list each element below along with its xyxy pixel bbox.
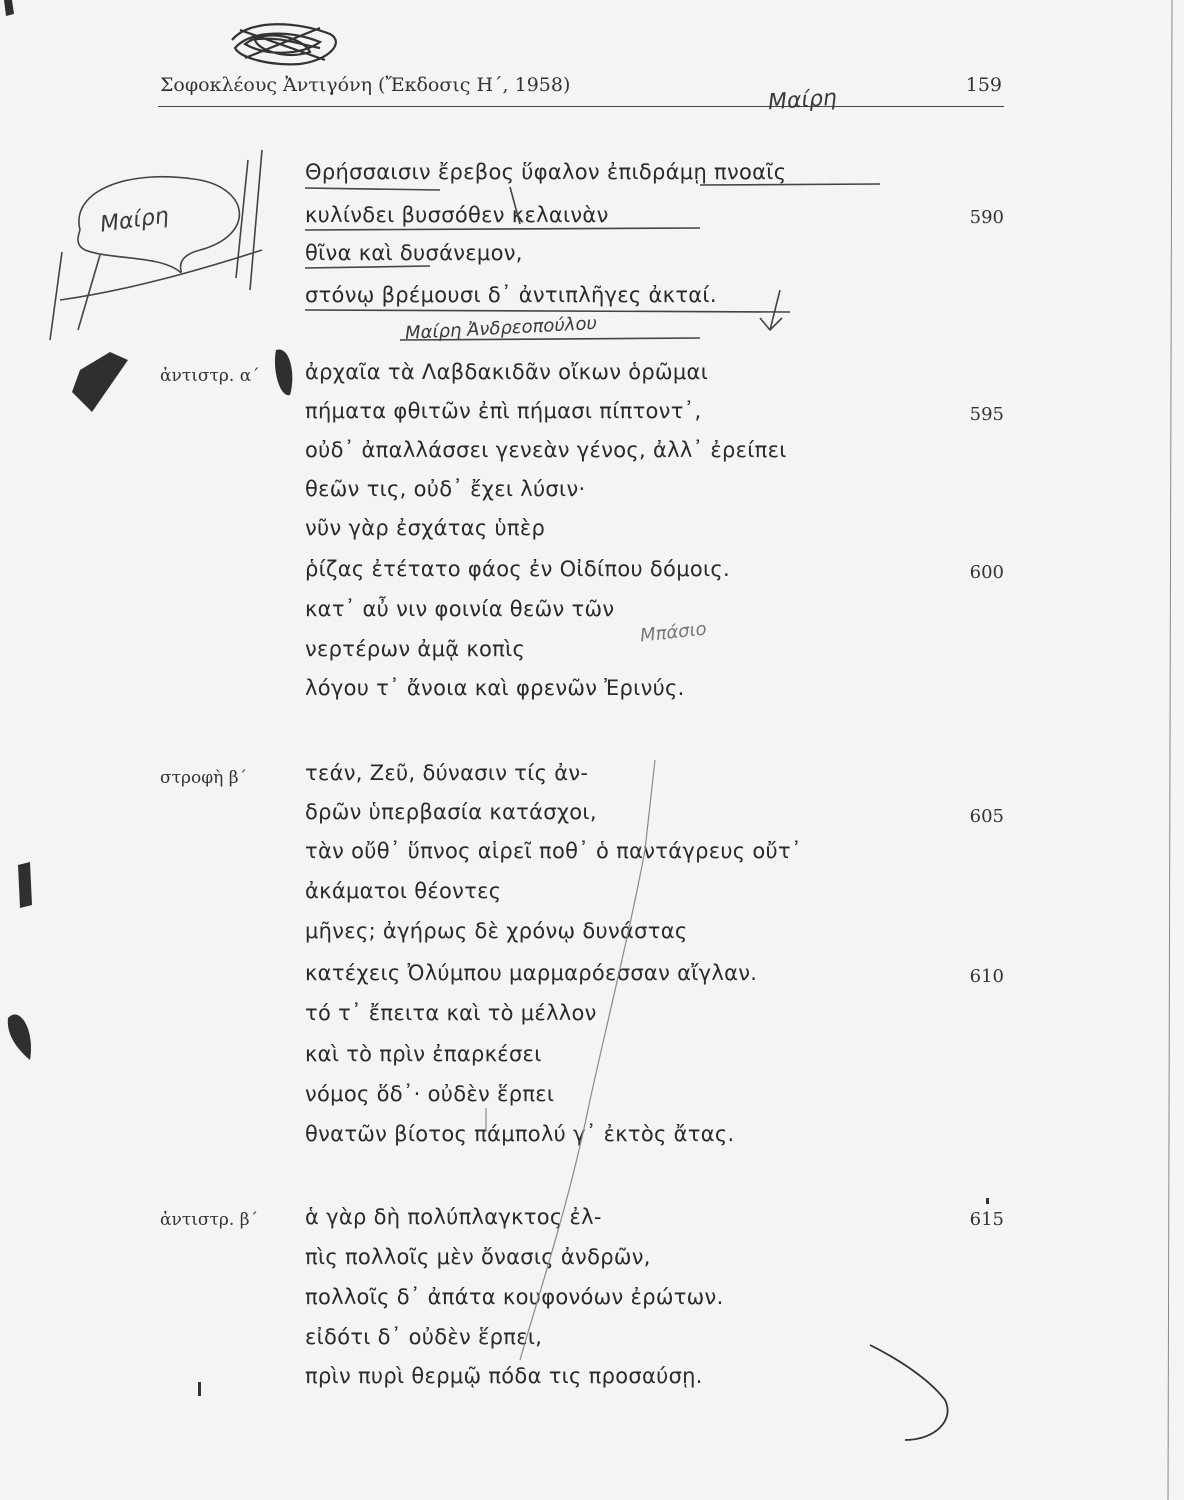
right-edge-lines: [1168, 0, 1172, 1500]
line-number: 615: [969, 1209, 1004, 1230]
section-label: ἀντιστρ. β΄: [160, 1210, 259, 1230]
hook-mark: [870, 1345, 948, 1440]
verse-line: λόγου τ᾿ ἄνοια καὶ φρενῶν Ἐρινύς.: [305, 676, 685, 700]
verse-line: θεῶν τις, οὐδ᾿ ἔχει λύσιν·: [305, 477, 586, 501]
section-label: ἀντιστρ. α΄: [160, 366, 260, 386]
verse-line: τό τ᾿ ἔπειτα καὶ τὸ μέλλον: [305, 1001, 597, 1025]
handwritten-name-left: Μαίρη: [98, 203, 171, 238]
verse-line: νόμος ὅδ᾿· οὐδὲν ἕρπει: [305, 1082, 555, 1106]
section-label: στροφὴ β΄: [160, 768, 248, 788]
handwritten-fullname: Μαίρη Ἀνδρεοπούλου: [404, 312, 598, 345]
verse-line: κατέχεις Ὀλύμπου μαρμαρόεσσαν αἴγλαν.: [305, 961, 758, 985]
verse-line: θνατῶν βίοτος πάμπολύ γ᾿ ἐκτὸς ἄτας.: [305, 1122, 735, 1146]
line-number: 605: [969, 806, 1004, 827]
verse-line: ἀκάματοι θέοντες: [305, 879, 502, 903]
line-number: 595: [969, 404, 1004, 425]
handwritten-note-mid: Μπάσιο: [639, 618, 708, 647]
verse-line: ἀρχαῖα τὰ Λαβδακιδᾶν οἴκων ὁρῶμαι: [305, 360, 709, 384]
verse-line: τεάν, Ζεῦ, δύνασιν τίς ἀν-: [305, 761, 589, 785]
header-rule: [158, 106, 1004, 107]
verse-line: πρὶν πυρὶ θερμῷ πόδα τις προσαύσῃ.: [305, 1364, 703, 1388]
verse-line: θῖνα καὶ δυσάνεμον,: [305, 241, 523, 265]
line-number: 610: [969, 966, 1004, 987]
verse-line: μῆνες; ἀγήρως δὲ χρόνῳ δυνάστας: [305, 919, 688, 943]
verse-line: πὶς πολλοῖς μὲν ὄνασις ἀνδρῶν,: [305, 1245, 651, 1269]
verse-line: στόνῳ βρέμουσι δ᾿ ἀντιπλῆγες ἀκταί.: [305, 283, 717, 307]
line-number: 590: [969, 207, 1004, 228]
verse-line: ἁ γὰρ δὴ πολύπλαγκτος ἐλ-: [305, 1205, 602, 1229]
circle-annotation: [50, 150, 262, 340]
verse-line: Θρήσσαισιν ἔρεβος ὕφαλον ἐπιδράμῃ πνοαῖς: [305, 160, 787, 184]
scribble-mark: [232, 24, 336, 64]
verse-line: κυλίνδει βυσσόθεν κελαινὰν: [305, 203, 609, 227]
running-title: Σοφοκλέους Ἀντιγόνη (Ἔκδοσις Η΄, 1958): [160, 74, 571, 96]
running-header: [160, 74, 1002, 104]
page-number: 159: [965, 74, 1002, 96]
verse-line: νερτέρων ἀμᾷ κοπὶς: [305, 637, 526, 661]
verse-line: δρῶν ὑπερβασία κατάσχοι,: [305, 800, 597, 824]
verse-line: καὶ τὸ πρὶν ἐπαρκέσει: [305, 1042, 542, 1066]
verse-line: εἰδότι δ᾿ οὐδὲν ἕρπει,: [305, 1325, 543, 1349]
line-number: 600: [969, 562, 1004, 583]
verse-line: πήματα φθιτῶν ἐπὶ πήμασι πίπτοντ᾿,: [305, 399, 702, 423]
handwritten-name-top: Μαίρη: [767, 85, 838, 116]
verse-line: κατ᾿ αὖ νιν φοινία θεῶν τῶν: [305, 597, 615, 621]
verse-line: νῦν γὰρ ἐσχάτας ὑπὲρ: [305, 516, 546, 540]
verse-line: τὰν οὔθ᾿ ὕπνος αἱρεῖ ποθ᾿ ὁ παντάγρευς οὔτ᾿: [305, 839, 802, 863]
arrow-mark: [760, 290, 782, 330]
verse-line: πολλοῖς δ᾿ ἀπάτα κουφονόων ἐρώτων.: [305, 1285, 724, 1309]
verse-line: οὐδ᾿ ἀπαλλάσσει γενεὰν γένος, ἀλλ᾿ ἐρείπει: [305, 438, 787, 462]
margin-blots: [4, 0, 292, 1060]
verse-line: ῥίζας ἐτέτατο φάος ἐν Οἰδίπου δόμοις.: [305, 557, 731, 581]
